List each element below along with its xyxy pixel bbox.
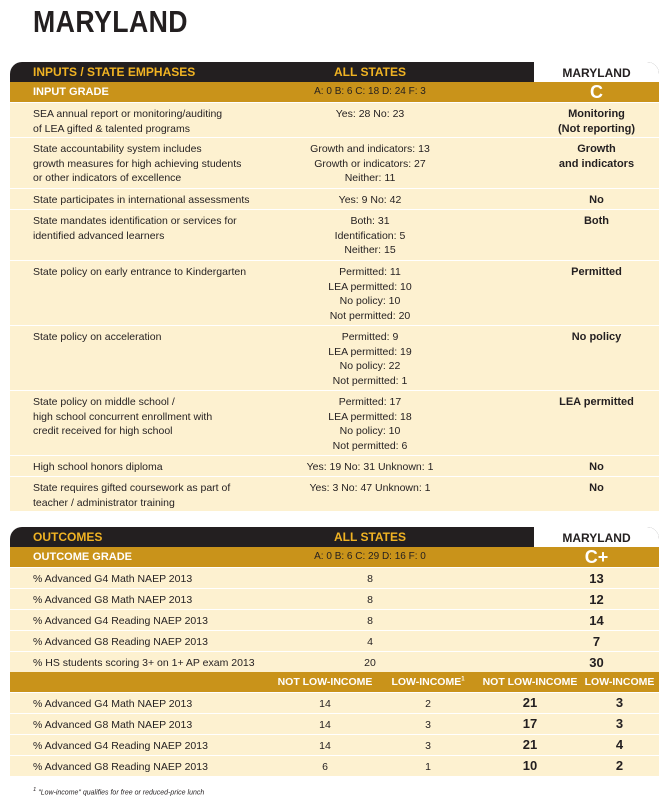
page-title: MARYLAND (33, 4, 189, 39)
row-label: % Advanced G4 Math NAEP 2013 (33, 698, 193, 710)
row-label: SEA annual report or monitoring/auditing of LEA gifted & talented programs (33, 108, 223, 135)
low-income-footnote-marker: 1 (461, 676, 465, 683)
inputs-header (10, 62, 659, 82)
state-not-low-income-value: 10 (522, 758, 538, 773)
state-low-income-value: 3 (615, 716, 624, 731)
state-low-income-value: 4 (615, 737, 624, 752)
row-label: % Advanced G8 Reading NAEP 2013 (33, 761, 208, 773)
state-low-income-value: 3 (615, 695, 624, 710)
row-label: State policy on middle school / high school concurrent enrollment with credit received for high school (33, 396, 213, 437)
state-value: Permitted (571, 266, 622, 278)
state-low-income-header: LOW-INCOME (584, 676, 655, 688)
row-label: State policy on early entrance to Kindergarten (33, 266, 247, 278)
outcomes-table (10, 527, 659, 776)
outcome-grade-label: OUTCOME GRADE (33, 551, 132, 563)
all-states-header: ALL STATES (334, 65, 406, 79)
row-label: % Advanced G4 Reading NAEP 2013 (33, 740, 208, 752)
all-states-value: 8 (367, 594, 373, 606)
table-row (10, 734, 659, 755)
input-grade-distribution: A: 0 B: 6 C: 18 D: 24 F: 3 (314, 86, 426, 97)
row-label: High school honors diploma (33, 461, 163, 473)
table-row (10, 188, 659, 209)
state-value: Both (583, 215, 610, 227)
all-states-value: Yes: 28 No: 23 (335, 108, 405, 120)
table-row (10, 713, 659, 734)
all-states-value: Growth and indicators: 13 Growth or indicators: 27 Neither: 11 (310, 143, 430, 184)
state-value: Growth and indicators (558, 143, 635, 170)
state-header: MARYLAND (534, 527, 659, 549)
income-header-row (10, 672, 659, 692)
outcome-grade-row (10, 547, 659, 567)
all-states-value: Both: 31 Identification: 5 Neither: 15 (334, 215, 406, 256)
all-not-low-income-value: 14 (319, 719, 331, 731)
table-row (10, 476, 659, 511)
table-row (10, 630, 659, 651)
all-not-low-income-value: 14 (319, 740, 331, 752)
low-income-header-text: LOW-INCOME (391, 676, 462, 688)
all-states-value: Permitted: 17 LEA permitted: 18 No policy: 10 Not permitted: 6 (328, 396, 412, 452)
all-low-income-value: 3 (425, 719, 431, 731)
table-row (10, 567, 659, 588)
table-row (10, 455, 659, 476)
all-states-value: 20 (364, 657, 376, 669)
all-states-value: Permitted: 9 LEA permitted: 19 No policy: 22 Not permitted: 1 (328, 331, 412, 387)
row-label: State mandates identification or services for identified advanced learners (33, 215, 237, 242)
footnote (33, 787, 204, 796)
row-label: % HS students scoring 3+ on 1+ AP exam 2013 (33, 657, 255, 669)
all-states-value: 8 (367, 615, 373, 627)
state-value: 13 (589, 571, 604, 586)
outcomes-header (10, 527, 659, 547)
table-row (10, 651, 659, 672)
row-label: State policy on acceleration (33, 331, 162, 343)
row-label: State participates in international assessments (33, 194, 250, 206)
input-grade-value: C (590, 82, 603, 102)
all-low-income-value: 3 (425, 740, 431, 752)
row-label: State accountability system includes growth measures for high achieving students or other indicators of excellence (33, 143, 242, 184)
table-row (10, 137, 659, 188)
outcome-grade-distribution: A: 0 B: 6 C: 29 D: 16 F: 0 (314, 551, 426, 562)
footnote-text: "Low-income" qualifies for free or reduced-price lunch (38, 789, 205, 797)
row-label: State requires gifted coursework as part of teacher / administrator training (33, 482, 231, 509)
state-not-low-income-header: NOT LOW-INCOME (482, 676, 578, 688)
all-states-header: ALL STATES (334, 530, 406, 544)
table-row (10, 325, 659, 390)
state-value: 14 (589, 613, 604, 628)
table-row (10, 609, 659, 630)
row-label: % Advanced G8 Math NAEP 2013 (33, 594, 193, 606)
low-income-header (378, 676, 478, 688)
state-not-low-income-value: 21 (522, 695, 538, 710)
all-not-low-income-value: 6 (322, 761, 328, 773)
all-not-low-income-value: 14 (319, 698, 331, 710)
footnote-marker: 1 (33, 787, 37, 793)
state-value: Monitoring (Not reporting) (558, 108, 635, 135)
state-value: 7 (592, 634, 601, 649)
row-label: % Advanced G8 Reading NAEP 2013 (33, 636, 208, 648)
row-label: % Advanced G8 Math NAEP 2013 (33, 719, 193, 731)
state-header: MARYLAND (534, 62, 659, 84)
all-low-income-value: 2 (425, 698, 431, 710)
table-row (10, 692, 659, 713)
state-value: 12 (589, 592, 604, 607)
all-low-income-value: 1 (425, 761, 431, 773)
inputs-header-label: INPUTS / STATE EMPHASES (33, 65, 196, 79)
all-states-value: Yes: 19 No: 31 Unknown: 1 (306, 461, 434, 473)
table-row (10, 390, 659, 455)
table-row (10, 755, 659, 776)
all-states-value: Permitted: 11 LEA permitted: 10 No policy: 10 Not permitted: 20 (328, 266, 412, 322)
table-row (10, 260, 659, 325)
state-not-low-income-value: 17 (522, 716, 538, 731)
not-low-income-header: NOT LOW-INCOME (277, 676, 373, 688)
state-low-income-value: 2 (615, 758, 624, 773)
row-label: % Advanced G4 Reading NAEP 2013 (33, 615, 208, 627)
state-value: 30 (589, 655, 604, 670)
inputs-table (10, 62, 659, 511)
state-value: No policy (571, 331, 622, 343)
all-states-value: 4 (367, 636, 373, 648)
state-value: No (589, 194, 604, 206)
state-value: No (589, 461, 604, 473)
outcomes-header-label: OUTCOMES (33, 530, 103, 544)
all-states-value: Yes: 3 No: 47 Unknown: 1 (309, 482, 431, 494)
row-label: % Advanced G4 Math NAEP 2013 (33, 573, 193, 585)
input-grade-label: INPUT GRADE (33, 86, 109, 98)
state-value: LEA permitted (559, 396, 634, 408)
input-grade-row (10, 82, 659, 102)
all-states-value: 8 (367, 573, 373, 585)
table-row (10, 102, 659, 137)
all-states-value: Yes: 9 No: 42 (338, 194, 402, 206)
table-row (10, 209, 659, 260)
state-value: No (589, 482, 604, 494)
state-not-low-income-value: 21 (522, 737, 538, 752)
outcome-grade-value: C+ (584, 547, 609, 567)
table-row (10, 588, 659, 609)
